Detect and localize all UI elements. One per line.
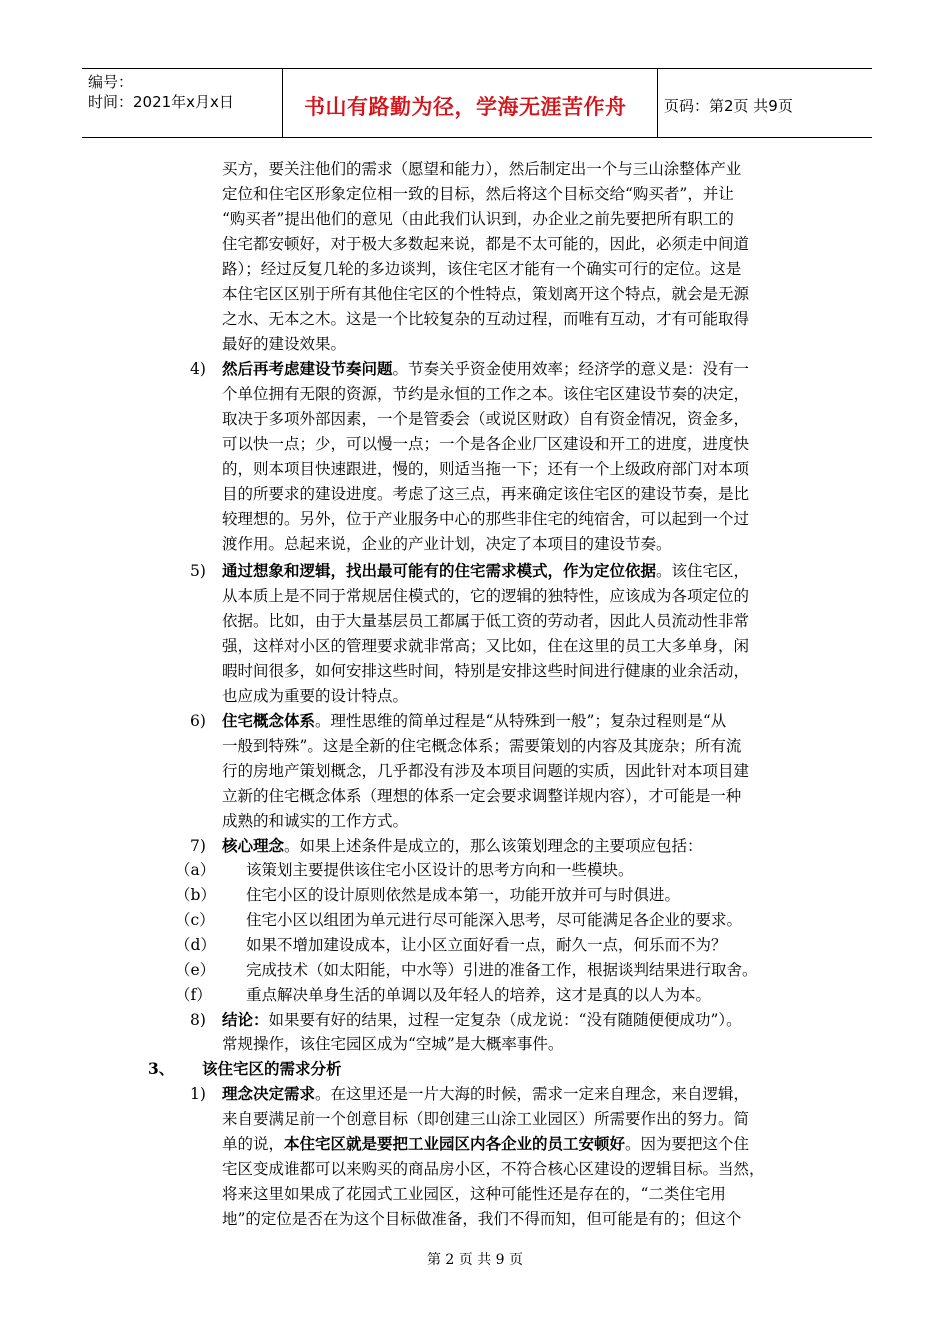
- list-item-first-line: [222, 1009, 742, 1031]
- text-line: 住宅都安顿好，对于极大多数起来说，都是不太可能的，因此，必须走中间道: [222, 235, 750, 253]
- text-line: 一般到特殊”。这是全新的住宅概念体系；需要策划的内容及其庞杂；所有流: [222, 737, 742, 755]
- list-item-heading: 通过想象和逻辑，找出最可能有的住宅需求模式，作为定位依据: [222, 561, 657, 580]
- text-line: 之水、无本之木。这是一个比较复杂的互动过程，而唯有互动，才有可能取得: [222, 310, 750, 328]
- list-item-first-line: [222, 710, 726, 732]
- header-motto-cell: [282, 69, 658, 137]
- text-line: 将来这里如果成了花园式工业园区，这种可能性还是存在的，“二类住宅用: [222, 1185, 726, 1203]
- text-line: 最好的建设效果。: [222, 335, 347, 353]
- text-line: 较理想的。另外，位于产业服务中心的那些非住宅的纯宿舍，可以起到一个过: [222, 510, 750, 528]
- sub-item-text: 该策划主要提供该住宅小区设计的思考方向和一些模块。: [246, 861, 634, 879]
- list-number: 1): [190, 1085, 206, 1103]
- list-item-text: 。该住宅区，: [656, 562, 750, 580]
- text-line: 路）；经过反复几轮的多边谈判，该住宅区才能有一个确实可行的定位。这是: [222, 260, 742, 278]
- header-page-info: 页码：第2页 共9页: [664, 97, 793, 115]
- text-line: 地”的定位是否在为这个目标做准备，我们不得而知，但可能是有的；但这个: [222, 1210, 742, 1228]
- list-item-heading: 理念决定需求: [222, 1084, 316, 1103]
- text-line: 来自要满足前一个创意目标（即创建三山涂工业园区）所需要作出的努力。简: [222, 1110, 750, 1128]
- text-line: 依据。比如，由于大量基层员工都属于低工资的劳动者，因此人员流动性非常: [222, 612, 750, 630]
- text-line: 也应成为重要的设计特点。: [222, 687, 409, 705]
- sub-item-text: 住宅小区的设计原则依然是成本第一，功能开放并可与时俱进。: [246, 886, 681, 904]
- text-line: 定位和住宅区形象定位相一致的目标，然后将这个目标交给“购买者”，并让: [222, 185, 734, 203]
- list-number: 8): [190, 1011, 206, 1029]
- text-line: 行的房地产策划概念，几乎都没有涉及本项目问题的实质，因此针对本项目建: [222, 762, 750, 780]
- list-number: 6): [190, 712, 206, 730]
- text-span: 。因为要把这个住: [625, 1135, 750, 1153]
- text-line: “购买者”提出他们的意见（由此我们认识到，办企业之前先要把所有职工的: [222, 210, 734, 228]
- sub-item-label: （a）: [175, 861, 216, 879]
- sub-item-text: 重点解决单身生活的单调以及年轻人的培养，这才是真的以人为本。: [246, 986, 712, 1004]
- list-item-first-line: [222, 560, 749, 582]
- list-item-heading: 然后再考虑建设节奏问题: [222, 359, 393, 378]
- sub-item-text: 如果不增加建设成本，让小区立面好看一点，耐久一点，何乐而不为？: [246, 936, 727, 954]
- doc-date-label: 时间：2021年x月x日: [88, 93, 234, 111]
- text-span: 单的说，: [222, 1135, 285, 1153]
- text-line: 渡作用。总起来说，企业的产业计划，决定了本项目的建设节奏。: [222, 535, 672, 553]
- sub-item-label: （f）: [175, 986, 212, 1004]
- list-item-text: 。节奏关乎资金使用效率；经济学的意义是：没有一: [392, 360, 750, 378]
- section-number: 3、: [148, 1059, 175, 1078]
- list-item-first-line: [222, 1083, 749, 1105]
- sub-item-label: （c）: [175, 911, 215, 929]
- text-line: 取决于多项外部因素，一个是管委会（或说区财政）自有资金情况，资金多，: [222, 410, 750, 428]
- sub-item-text: 住宅小区以组团为单元进行尽可能深入思考，尽可能满足各企业的要求。: [246, 911, 743, 929]
- text-line: 个单位拥有无限的资源，节约是永恒的工作之本。该住宅区建设节奏的决定，: [222, 385, 750, 403]
- list-item-heading: 结论：: [222, 1010, 269, 1029]
- emphasis-text: 本住宅区就是要把工业园区内各企业的员工安顿好: [284, 1134, 626, 1153]
- list-item-first-line: [222, 358, 749, 380]
- list-item-first-line: [222, 835, 703, 857]
- text-line: 本住宅区区别于所有其他住宅区的个性特点，策划离开这个特点，就会是无源: [222, 285, 750, 303]
- text-line: 成熟的和诚实的工作方式。: [222, 812, 409, 830]
- text-line: 常规操作，该住宅园区成为“空城”是大概率事件。: [222, 1035, 564, 1053]
- sub-item-label: （d）: [175, 936, 216, 954]
- text-line-mixed: [222, 1133, 749, 1155]
- list-number: 7): [190, 837, 206, 855]
- list-item-text: 如果要有好的结果，过程一定复杂（成龙说：“没有随随便便成功”）。: [268, 1011, 742, 1029]
- header-motto: 书山有路勤为径，学海无涯苦作舟: [304, 95, 627, 119]
- text-line: 强，这样对小区的管理要求就非常高；又比如，住在这里的员工大多单身，闲: [222, 637, 750, 655]
- header-meta-cell: [82, 69, 283, 137]
- list-item-heading: 核心理念: [222, 836, 285, 855]
- text-line: 目的所要求的建设进度。考虑了这三点，再来确定该住宅区的建设节奏，是比: [222, 485, 750, 503]
- sub-item-label: （b）: [175, 886, 216, 904]
- list-item-text: 。如果上述条件是成立的，那么该策划理念的主要项应包括：: [284, 837, 703, 855]
- sub-item-text: 完成技术（如太阳能，中水等）引进的准备工作，根据谈判结果进行取舍。: [246, 961, 758, 979]
- text-line: 从本质上是不同于常规居住模式的，它的逻辑的独特性，应该成为各项定位的: [222, 587, 750, 605]
- list-number: 4): [190, 360, 206, 378]
- list-item-heading: 住宅概念体系: [222, 711, 316, 730]
- text-line: 宅区变成谁都可以来购买的商品房小区，不符合核心区建设的逻辑目标。当然，: [222, 1160, 765, 1178]
- sub-item-label: （e）: [175, 961, 216, 979]
- list-number: 5): [190, 562, 206, 580]
- text-line: 立新的住宅概念体系（理想的体系一定会要求调整详规内容），才可能是一种: [222, 787, 742, 805]
- doc-code-label: 编号：: [88, 73, 134, 91]
- text-line: 买方，要关注他们的需求（愿望和能力），然后制定出一个与三山涂整体产业: [222, 160, 742, 178]
- page-footer: 第 2 页 共 9 页: [426, 1252, 524, 1268]
- text-line: 暇时间很多，如何安排这些时间，特别是安排这些时间进行健康的业余活动，: [222, 662, 750, 680]
- list-item-text: 。在这里还是一片大海的时候，需求一定来自理念，来自逻辑，: [315, 1085, 750, 1103]
- text-line: 可以快一点；少，可以慢一点；一个是各企业厂区建设和开工的进度，进度快: [222, 435, 750, 453]
- list-item-text: 。理性思维的简单过程是“从特殊到一般”；复杂过程则是“从: [315, 712, 727, 730]
- text-line: 的，则本项目快速跟进，慢的，则适当拖一下；还有一个上级政府部门对本项: [222, 460, 750, 478]
- section-title: 该住宅区的需求分析: [202, 1059, 342, 1078]
- page-header: [82, 68, 872, 138]
